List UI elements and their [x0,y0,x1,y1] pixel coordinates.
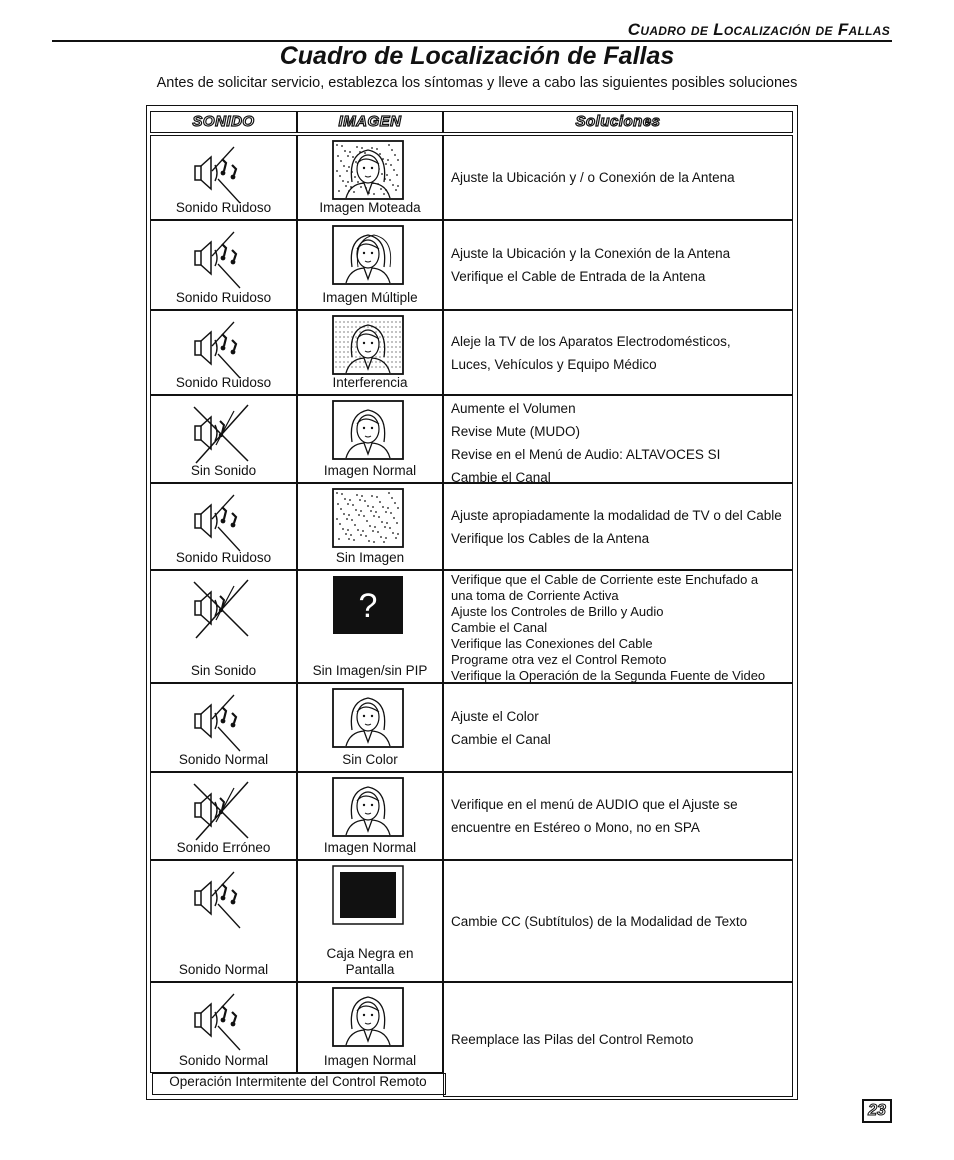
tv-icon-wrap [331,687,405,754]
running-head: Cuadro de Localización de Fallas [627,20,890,39]
sound-label: Sonido Ruidoso [175,375,272,390]
sound-label: Sonido Normal [178,1053,269,1068]
tv-icon-wrap [331,487,405,554]
image-label: Interferencia [332,375,408,390]
solution-list [451,1028,789,1051]
solution-item: Cambie el Canal [451,470,551,485]
tv-icon-wrap [331,399,405,466]
tv-icon-wrap [331,139,405,206]
solution-item: Cambie el Canal [451,620,548,635]
speaker-crossed-icon [188,576,258,646]
image-label: Caja Negra en Pantalla [326,946,414,977]
tv-static-icon [331,487,405,549]
speaker-notes-icon [188,489,258,559]
solution-item: encuentre en Estéreo o Mono, no en SPA [451,820,700,835]
svg-text:?: ? [358,587,378,625]
solution-item: Ajuste la Ubicación y la Conexión de la Antena [451,246,731,261]
image-label: Imagen Normal [323,463,417,478]
speaker-crossed-icon [188,778,258,848]
sound-icon-wrap [188,576,258,651]
image-label: Sin Color [342,752,398,767]
solution-item: Verifique los Cables de la Antena [451,530,650,546]
tv-portrait-icon [331,986,405,1048]
tv-icon-wrap [331,986,405,1053]
tv-black-box-icon [331,864,405,926]
solution-list [451,793,789,839]
solution-item: Revise Mute (MUDO) [451,424,581,439]
tv-portrait-lines-icon [331,314,405,376]
column-header-soluciones: Soluciones [575,113,661,130]
solution-item: Luces, Vehículos y Equipo Médico [451,356,657,372]
solution-item: Ajuste los Controles de Brillo y Audio [451,604,664,619]
speaker-notes-icon [188,226,258,296]
solution-item: Aleje la TV de los Aparatos Electrodomésticos, [451,333,731,349]
sound-label: Sonido Normal [178,752,269,767]
solution-item: Ajuste el Color [451,708,539,724]
column-header-imagen: IMAGEN [338,113,402,130]
solution-list [451,166,789,189]
solution-item: Verifique la Operación de la Segunda Fuente de Video [451,668,766,683]
tv-icon-wrap [331,224,405,291]
solution-item: Ajuste apropiadamente la modalidad de TV o del Cable [451,507,782,523]
sound-label: Sonido Normal [178,962,269,977]
image-label: Imagen Moteada [319,200,421,215]
image-label: Sin Imagen [335,550,405,565]
tv-portrait-dotted-icon [331,139,405,201]
image-label: Imagen Normal [323,840,417,855]
speaker-notes-icon [188,988,258,1058]
solution-item: una toma de Corriente Activa [451,588,619,603]
solution-item: Verifique las Conexiones del Cable [451,636,653,651]
solution-item: Verifique el Cable de Entrada de la Antena [451,269,706,284]
column-header-sonido: SONIDO [192,113,255,130]
solution-list [451,705,789,751]
speaker-crossed-icon [188,401,258,471]
image-label: Imagen Múltiple [322,290,418,305]
speaker-notes-icon [188,689,258,759]
sound-icon-wrap [188,988,258,1063]
solution-item: Cambie el Canal [451,731,551,747]
solution-list [451,330,789,376]
tv-icon-wrap [331,776,405,843]
footer-note: Operación Intermitente del Control Remoto [169,1074,427,1089]
tv-portrait-ghost-icon [331,224,405,286]
sound-label: Sin Sonido [190,463,257,478]
solution-list [451,910,789,933]
solution-item: Reemplace las Pilas del Control Remoto [451,1032,694,1047]
sound-label: Sonido Ruidoso [175,550,272,565]
sound-label: Sin Sonido [190,663,257,678]
page-title: Cuadro de Localización de Fallas [279,42,675,70]
solution-item: Revise en el Menú de Audio: ALTAVOCES SI [451,447,721,462]
sound-icon-wrap [188,866,258,941]
tv-portrait-icon [331,687,405,749]
sound-label: Sonido Erróneo [176,840,271,855]
tv-portrait-icon [331,776,405,838]
solution-item: Programe otra vez el Control Remoto [451,652,667,667]
speaker-notes-icon [188,866,258,936]
tv-icon-wrap [331,314,405,381]
solution-item: Verifique que el Cable de Corriente este Enchufado a [451,572,759,587]
page-subtitle: Antes de solicitar servicio, establezca los síntomas y lleve a cabo las siguientes posibles soluciones [156,75,798,91]
page-number: 23 [862,1099,892,1123]
image-label: Imagen Normal [323,1053,417,1068]
image-label: Sin Imagen/sin PIP [312,663,428,678]
solution-item: Aumente el Volumen [451,401,576,416]
solution-list [451,397,789,489]
tv-question-icon [331,574,405,636]
sound-label: Sonido Ruidoso [175,200,272,215]
tv-icon-wrap [331,574,405,641]
solution-item: Verifique en el menú de AUDIO que el Ajuste se [451,797,738,812]
sound-label: Sonido Ruidoso [175,290,272,305]
tv-portrait-icon [331,399,405,461]
solution-item: Ajuste la Ubicación y / o Conexión de la Antena [451,170,735,185]
solution-list [451,572,789,684]
tv-icon-wrap [331,864,405,931]
solution-list [451,504,789,550]
solution-item: Cambie CC (Subtítulos) de la Modalidad de Texto [451,913,748,929]
solution-list [451,242,789,288]
